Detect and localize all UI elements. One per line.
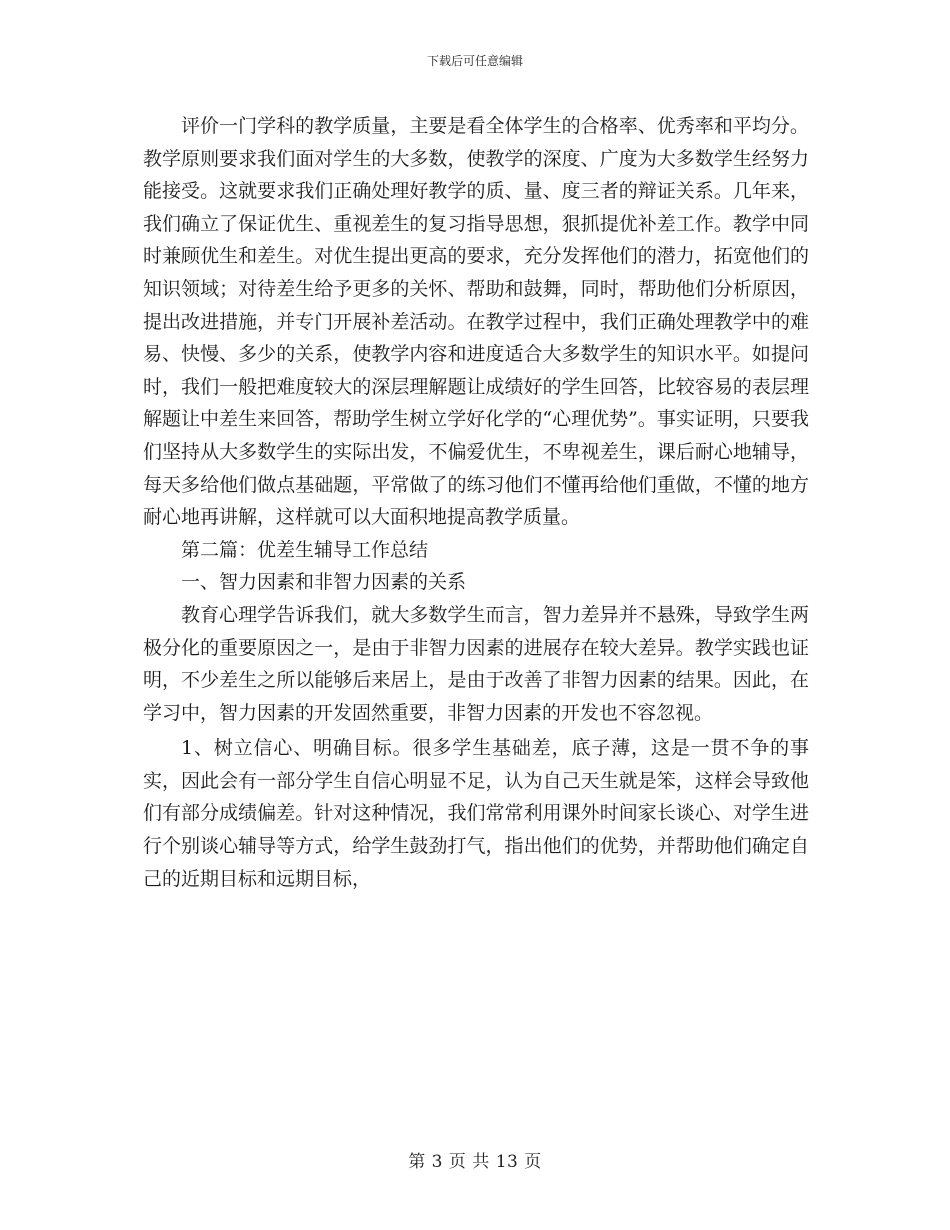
document-body bbox=[143, 110, 809, 895]
page-header: 下载后可任意编辑 bbox=[426, 54, 523, 68]
footer-page-word: 页 bbox=[448, 1152, 467, 1172]
footer-current-page: 3 bbox=[431, 1152, 443, 1172]
section-title: 第二篇：优差生辅导工作总结 bbox=[181, 538, 429, 561]
footer-total-word: 共 bbox=[472, 1152, 490, 1172]
page-footer bbox=[0, 1152, 950, 1172]
paragraph-evaluation: 评价一门学科的教学质量，主要是看全体学生的合格率、优秀率和平均分。教学原则要求我们面对学生的大多数，使教学的深度、广度为大多数学生经努力能接受。这就要求我们正确处理好教学的质、量、度三者的辩证关系。几年来，我们确立了保证优生、重视差生的复习指导思想，狠抓提优补差工作。教学中同时兼顾优生和差生。对优生提出更高的要求，充分发挥他们的潜力，拓宽他们的知识领域；对待差生给予更多的关怀、帮助和鼓舞，同时，帮助他们分析原因，提出改进措施，并专门开展补差活动。在教学过程中，我们正确处理教学中的难易、快慢、多少的关系，使教学内容和进度适合大多数学生的知识水平。如提问时，我们一般把难度较大的深层理解题让成绩好的学生回答，比较容易的表层理解题让中差生来回答，帮助学生树立学好化学的“心理优势”。事实证明，只要我们坚持从大多数学生的实际出发，不偏爱优生，不卑视差生，课后耐心地辅导，每天多给他们做点基础题，平常做了的练习他们不懂再给他们重做，不懂的地方耐心地再讲解，这样就可以大面积地提高教学质量。 bbox=[143, 115, 809, 529]
footer-prefix: 第 bbox=[408, 1152, 426, 1172]
paragraph-confidence: 1、树立信心、明确目标。很多学生基础差，底子薄，这是一贯不争的事实，因此会有一部分学生自信心明显不足，认为自己天生就是笨，这样会导致他们有部分成绩偏差。针对这种情况，我们常常利用课外时间家长谈心、对学生进行个别谈心辅导等方式，给学生鼓劲打气，指出他们的优势，并帮助他们确定自己的近期目标和远期目标， bbox=[143, 737, 809, 890]
footer-total-pages: 13 bbox=[495, 1152, 519, 1172]
subsection-heading: 一、智力因素和非智力因素的关系 bbox=[181, 571, 467, 594]
footer-suffix: 页 bbox=[524, 1152, 542, 1172]
paragraph-psychology: 教育心理学告诉我们，就大多数学生而言，智力差异并不悬殊，导致学生两极分化的重要原因之一，是由于非智力因素的进展存在较大差异。教学实践也证明，不少差生之所以能够后来居上，是由于改善了非智力因素的结果。因此，在学习中，智力因素的开发固然重要，非智力因素的开发也不容忽视。 bbox=[143, 603, 809, 724]
